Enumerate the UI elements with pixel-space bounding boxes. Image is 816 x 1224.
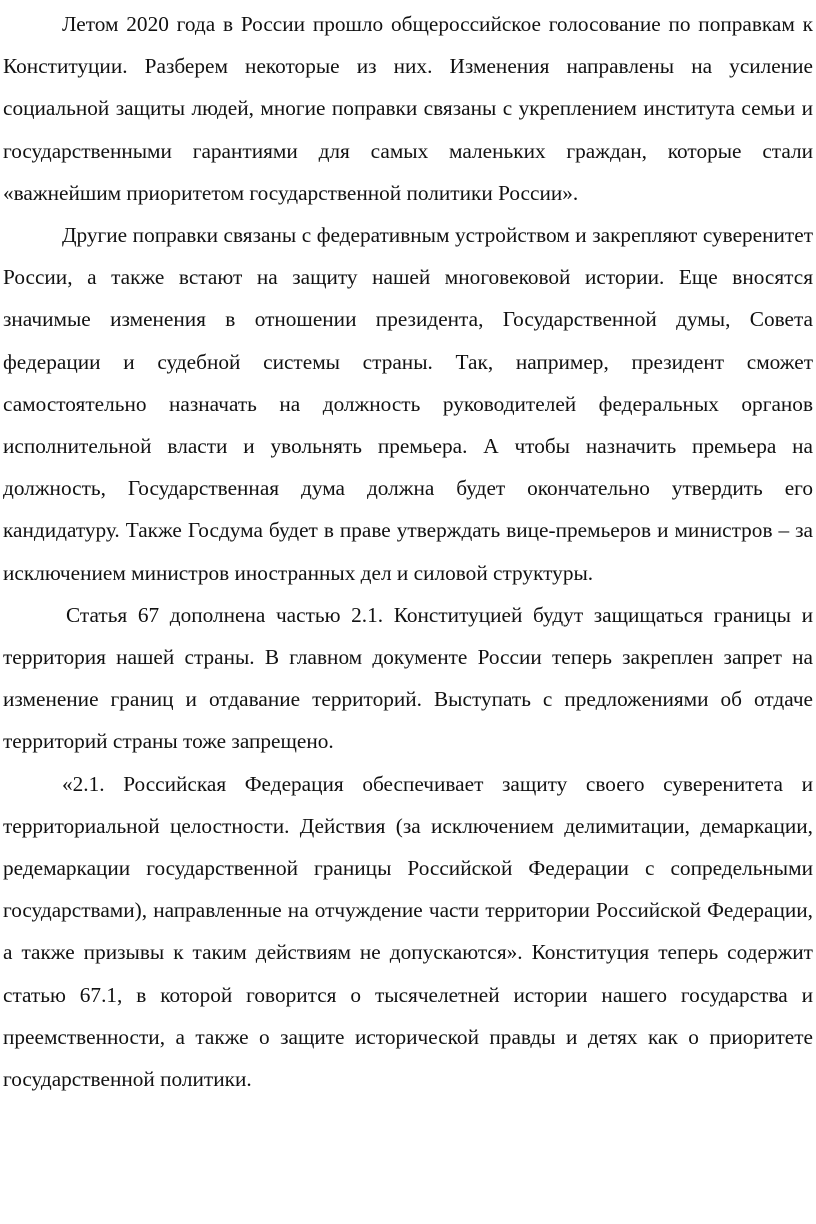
paragraph-2: Другие поправки связаны с федеративным устройством и закрепляют суверенитет России, а также встают на защиту нашей многовековой истории. Еще вносятся значимые изменения в отношении президента, Государственной думы, Совета федерации и судебной системы страны. Так, например, президент сможет самостоятельно назначать на должность руководителей федеральных органов исполнительной власти и увольнять премьера. А чтобы назначить премьера на должность, Государственная дума должна будет окончательно утвердить его кандидатуру. Также Госдума будет в праве утверждать вице-премьеров и министров – за исключением министров иностранных дел и силовой структуры. [3, 223, 813, 585]
paragraph-1: Летом 2020 года в России прошло общероссийское голосование по поправкам к Конституции. Разберем некоторые из них. Изменения направлены на усиление социальной защиты людей, многие поправки связаны с укреплением института семьи и государственными гарантиями для самых маленьких граждан, которые стали «важнейшим приоритетом государственной политики России». [3, 12, 813, 205]
paragraph-4: «2.1. Российская Федерация обеспечивает защиту своего суверенитета и территориальной целостности. Действия (за исключением делимитации, демаркации, редемаркации государственной границы Российской Федерации с сопредельными государствами), направленные на отчуждение части территории Российской Федерации, а также призывы к таким действиям не допускаются». Конституция теперь содержит статью 67.1, в которой говорится о тысячелетней истории нашего государства и преемственности, а также о защите исторической правды и детях как о приоритете государственной политики. [3, 771, 813, 1092]
paragraph-3: Статья 67 дополнена частью 2.1. Конституцией будут защищаться границы и территория нашей страны. В главном документе России теперь закреплен запрет на изменение границ и отдавание территорий. Выступать с предложениями об отдаче территорий страны тоже запрещено. [3, 602, 813, 754]
